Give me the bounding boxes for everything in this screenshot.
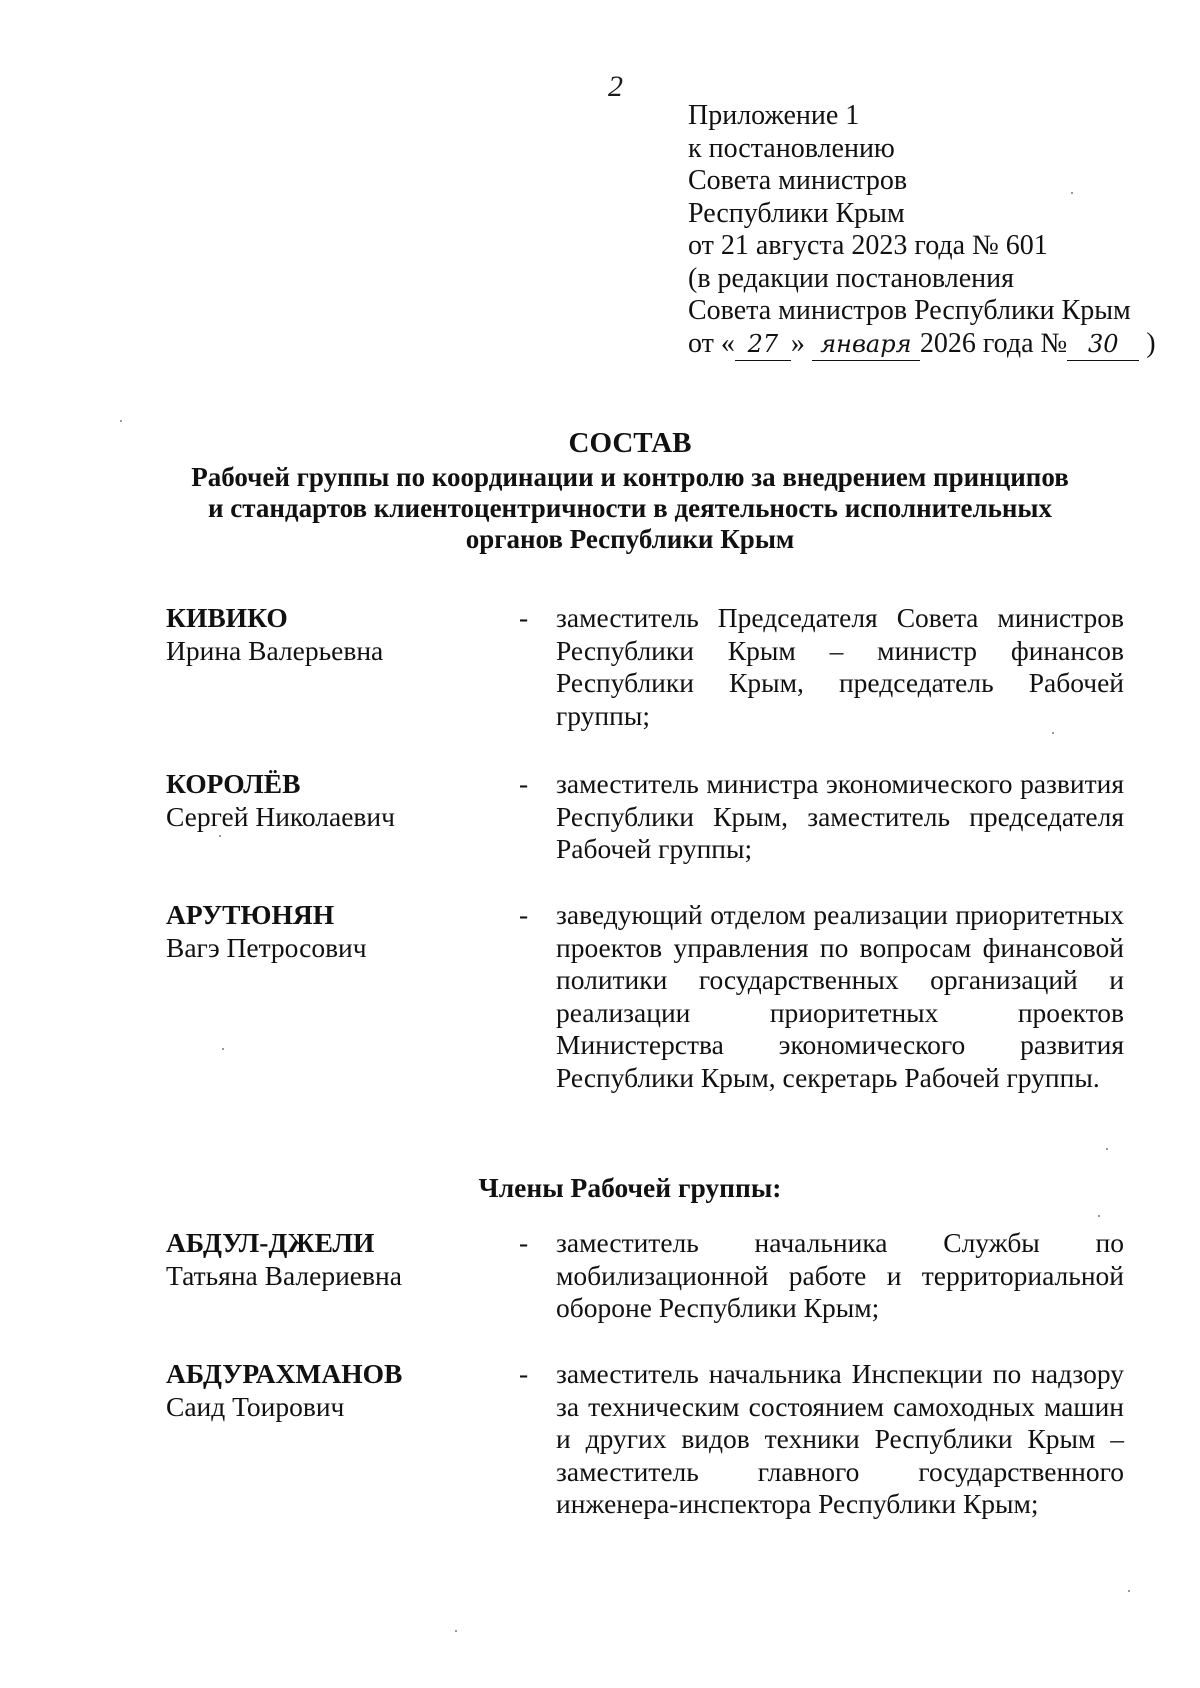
member-surname: КОРОЛЁВ bbox=[166, 768, 301, 799]
entry-dash: - bbox=[519, 768, 529, 799]
member-name bbox=[166, 768, 506, 833]
appendix-line: Совета министров bbox=[688, 165, 908, 196]
scan-speck bbox=[222, 1048, 224, 1050]
page-number: 2 bbox=[608, 70, 623, 103]
member-name bbox=[166, 1358, 506, 1423]
member-given-names: Сергей Николаевич bbox=[166, 800, 395, 832]
entry-dash: - bbox=[519, 602, 529, 633]
title-line: Рабочей группы по координации и контролю за внедрением принципов bbox=[191, 462, 1069, 492]
appendix-line: Совета министров Республики Крым bbox=[688, 295, 1131, 326]
appendix-line: Республики Крым bbox=[688, 197, 905, 229]
amendment-date-line bbox=[688, 328, 1168, 362]
paren-close: ) bbox=[1146, 327, 1156, 359]
entry-dash: - bbox=[519, 899, 529, 930]
year-text: 2026 года № bbox=[919, 327, 1068, 359]
entry-dash: - bbox=[519, 1358, 529, 1389]
member-surname: АРУТЮНЯН bbox=[166, 899, 335, 930]
member-surname: АБДУЛ-ДЖЕЛИ bbox=[166, 1227, 375, 1258]
entry-dash: - bbox=[519, 1227, 529, 1258]
scan-speck bbox=[219, 835, 221, 837]
member-role: заместитель Председателя Совета министров Республики Крым – министр финансов Республики Крым, председатель Рабочей группы; bbox=[556, 602, 1124, 731]
member-role: заместитель министра экономического развития Республики Крым, заместитель председателя Рабочей группы; bbox=[556, 768, 1124, 864]
handwritten-number: 30 bbox=[1067, 328, 1139, 362]
document-title bbox=[140, 428, 1120, 555]
title-line: органов Республики Крым bbox=[465, 524, 795, 554]
member-role: заведующий отделом реализации приоритетных проектов управления по вопросам финансовой политики государственных организаций и реализации приоритетных проектов Министерства экономического развития Республики Крым, секретарь Рабочей группы. bbox=[556, 899, 1124, 1093]
member-name bbox=[166, 602, 506, 667]
quote-close: » bbox=[790, 327, 805, 359]
appendix-line: Приложение 1 bbox=[688, 100, 860, 131]
title-main: СОСТАВ bbox=[568, 427, 692, 459]
scan-speck bbox=[120, 420, 122, 422]
member-role: заместитель начальника Инспекции по надзору за техническим состоянием самоходных машин и других видов техники Республики Крым – заместитель главного государственного инженера-инспектора Республики Крым; bbox=[556, 1358, 1124, 1519]
member-given-names: Татьяна Валериевна bbox=[166, 1259, 402, 1291]
scan-speck bbox=[1071, 192, 1073, 194]
member-surname: КИВИКО bbox=[166, 602, 288, 633]
member-name bbox=[166, 899, 506, 964]
scan-speck bbox=[1052, 732, 1054, 734]
member-surname: АБДУРАХМАНОВ bbox=[166, 1358, 403, 1389]
appendix-line: (в редакции постановления bbox=[688, 262, 1015, 294]
member-given-names: Вагэ Петросович bbox=[166, 931, 367, 963]
scan-speck bbox=[1106, 1148, 1108, 1150]
member-name bbox=[166, 1227, 506, 1292]
member-given-names: Ирина Валерьевна bbox=[166, 634, 384, 666]
appendix-line: к постановлению bbox=[688, 132, 895, 164]
scan-speck bbox=[455, 1630, 457, 1632]
appendix-header bbox=[688, 100, 1168, 361]
handwritten-month: января bbox=[812, 328, 920, 362]
appendix-line: от 21 августа 2023 года № 601 bbox=[688, 230, 1048, 261]
handwritten-day: 27 bbox=[735, 328, 791, 362]
from-prefix: от « bbox=[688, 327, 735, 359]
title-line: и стандартов клиентоцентричности в деятельность исполнительных bbox=[207, 493, 1053, 523]
members-heading: Члены Рабочей группы: bbox=[478, 1172, 782, 1203]
scan-speck bbox=[1098, 1215, 1100, 1217]
member-given-names: Саид Тоирович bbox=[166, 1390, 345, 1422]
member-role: заместитель начальника Службы по мобилизационной работе и территориальной обороне Республики Крым; bbox=[556, 1227, 1124, 1323]
scan-speck bbox=[1128, 1590, 1130, 1592]
